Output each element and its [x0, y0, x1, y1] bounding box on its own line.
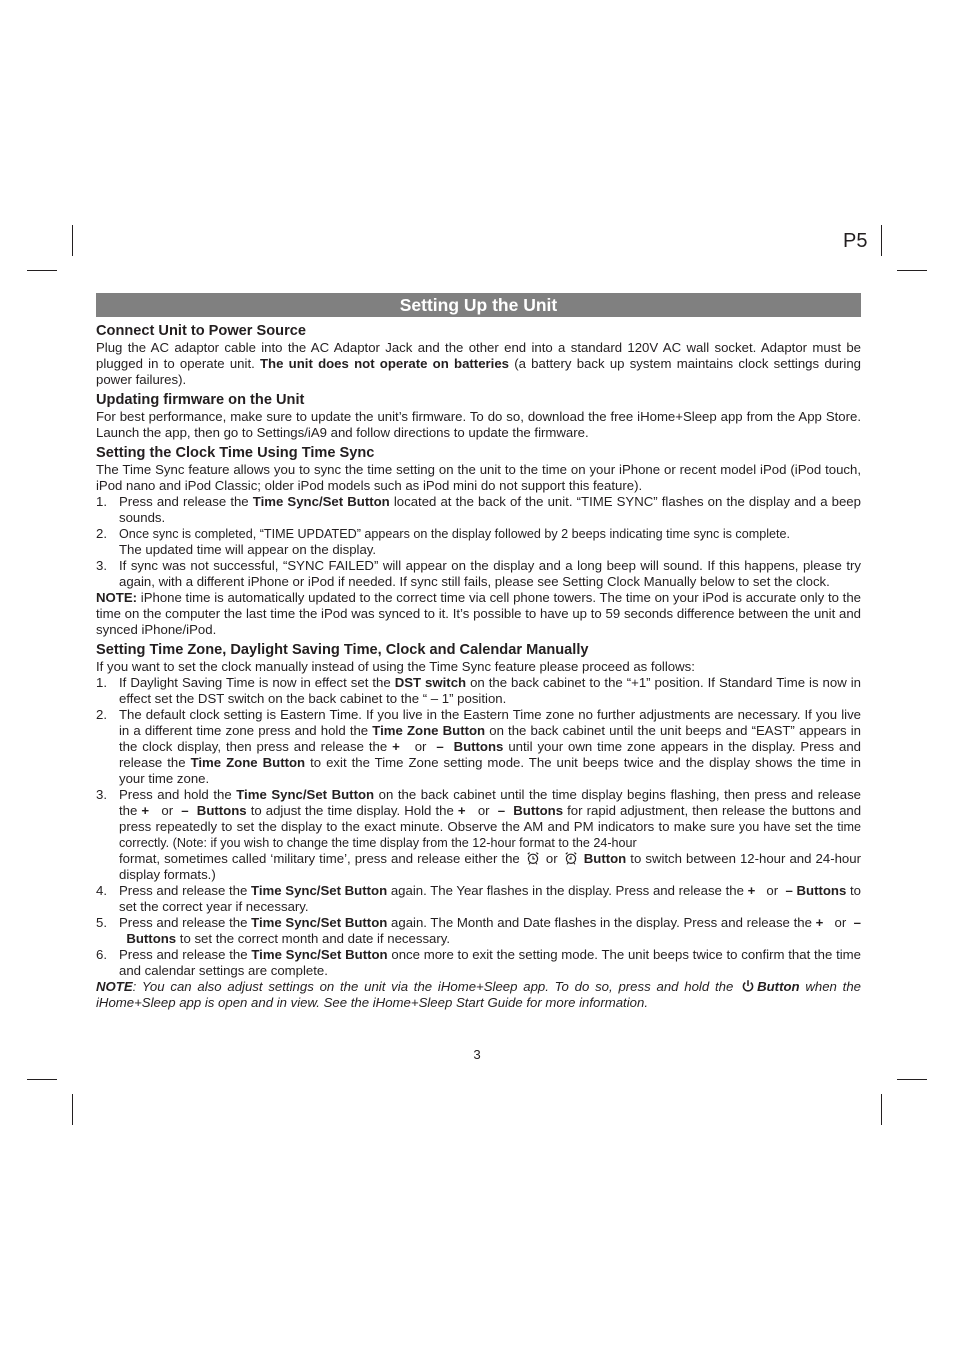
list-item [96, 787, 861, 883]
list-item [96, 915, 861, 947]
plus-symbol: + [141, 803, 150, 818]
manual-intro: If you want to set the clock manually instead of using the Time Sync feature please proceed as follows: [96, 659, 695, 674]
step-number: 2. [96, 526, 107, 541]
step-number: 1. [96, 494, 107, 509]
bold-text: Time Zone Button [190, 755, 306, 770]
list-item [96, 558, 861, 590]
step-number: 4. [96, 883, 107, 898]
plus-symbol: + [457, 803, 466, 818]
minus-symbol: – [497, 803, 506, 818]
list-item [96, 526, 861, 558]
bold-text: DST switch [394, 675, 467, 690]
text: to set the correct month and date if necessary. [176, 931, 451, 946]
note-label: NOTE: [96, 590, 138, 605]
bold-text: Buttons [513, 803, 564, 818]
plus-symbol: + [815, 915, 824, 930]
text: when the iHome+Sleep app is open and in view. See the iHome+Sleep Start Guide for more information. [96, 979, 861, 1010]
text: to exit the Time Zone setting mode. The unit beeps twice and the display shows the time in your time zone. [119, 755, 861, 786]
bold-text: Time Zone Button [372, 723, 486, 738]
page-title: Setting Up the Unit [96, 293, 861, 317]
text: or [477, 803, 490, 818]
alarm-clock-1-icon [526, 851, 540, 865]
text: Press and release the [119, 494, 253, 509]
text: or [545, 851, 558, 866]
step-number: 1. [96, 675, 107, 690]
text: Plug the AC adaptor cable into the AC Adaptor Jack and the other end into a standard 120V AC wall socket. Adaptor must be plugged in to operate unit. [96, 340, 861, 371]
timesync-steps [96, 494, 861, 590]
text: : You can also adjust settings on the unit via the iHome+Sleep app. To do so, press and hold the [132, 979, 740, 994]
text: Press and release the [119, 883, 252, 898]
text: again. The Year flashes in the display. Press and release the [387, 883, 748, 898]
alarm-clock-2-icon [564, 851, 578, 865]
minus-symbol: – [436, 739, 444, 754]
list-item [96, 947, 861, 979]
text: on the back cabinet to the “+1” position. If Standard Time is now in effect set the DST switch on the back cabinet to the “ – 1” position. [119, 675, 861, 706]
text: located at the back of the unit. “TIME SYNC” flashes on the display and a beep sounds. [119, 494, 861, 525]
firmware-heading: Updating firmware on the Unit [96, 392, 305, 408]
text: on the back cabinet until the unit beeps and “EAST” appears in the clock display, then press and release the [119, 723, 862, 754]
timesync-note [96, 590, 861, 638]
crop-mark [27, 1079, 57, 1080]
crop-mark [72, 1094, 73, 1125]
text: The default clock setting is Eastern Time. If you live in the Eastern Time zone no further adjustments are necessary. If you live in a different time zone press and hold the [119, 707, 861, 738]
bold-text: Buttons [126, 931, 177, 946]
crop-mark [897, 1079, 927, 1080]
crop-mark [27, 270, 57, 271]
page-number: 3 [473, 1047, 481, 1062]
text: until your own time zone appears in the display. Press and release the [119, 739, 861, 770]
text: sure you have set the time correctly. (Note: if you wish to change the time display from the 12-hour format to the 24-hour [119, 820, 861, 850]
bold-text: Time Sync/Set Button [236, 787, 375, 802]
text: If sync was not successful, “SYNC FAILED” will appear on the display and a long beep will sound. If this happens, please try again, with a different iPhone or iPod if needed. If sync still fails, please see Setting Clock Manually below to set the clock. [119, 558, 861, 589]
list-item [96, 707, 861, 787]
list-item [96, 675, 861, 707]
text: on the back cabinet until the time display begins flashing, then press and release the [119, 787, 861, 818]
bold-text: Buttons [453, 739, 504, 754]
list-item [96, 494, 861, 526]
text: to switch between 12-hour and 24-hour display formats.) [119, 851, 861, 882]
text: Press and hold the [119, 787, 237, 802]
timesync-section [96, 445, 861, 638]
text: iPhone time is automatically updated to the correct time via cell phone towers. The time on your iPod is accurate only to the time on the computer the last time the iPod was synced to it. It’s possible to have up to 59 seconds difference between the unit and synced iPhone/iPod. [96, 590, 861, 637]
manual-note [96, 979, 861, 1011]
bold-text: Button [757, 979, 800, 994]
power-paragraph [96, 340, 861, 388]
text: for rapid adjustment, then release the buttons and press repeatedly to set the display to the exact minute. Observe the AM and PM indicators to make [119, 803, 862, 834]
text: or [161, 803, 174, 818]
text: Press and release the [119, 947, 252, 962]
manual-steps [96, 675, 861, 979]
bold-text: Button [583, 851, 627, 866]
manual-section [96, 642, 861, 1011]
crop-mark [881, 1094, 882, 1125]
bold-text: The unit does not operate on batteries [260, 356, 509, 371]
text: again. The Month and Date flashes in the display. Press and release the [387, 915, 816, 930]
firmware-paragraph: For best performance, make sure to update the unit’s firmware. To do so, download the free iHome+Sleep app from the App Store. Launch the app, then go to Settings/iA9 and follow directions to update the firmware. [96, 409, 861, 440]
crop-mark [72, 225, 73, 256]
firmware-section [96, 392, 861, 441]
timesync-intro: The Time Sync feature allows you to sync the time setting on the unit to the time on your iPhone or recent model iPod (iPod touch, iPod nano and iPod Classic; older iPod models such as iPod mini do not support this feature). [96, 462, 861, 493]
minus-symbol: – [181, 803, 189, 818]
bold-text: Time Sync/Set Button [251, 883, 388, 898]
step-number: 5. [96, 915, 107, 930]
text: or [766, 883, 779, 898]
power-heading: Connect Unit to Power Source [96, 323, 307, 339]
bold-text: Buttons [796, 883, 847, 898]
step-number: 2. [96, 707, 107, 722]
page-code: P5 [843, 230, 868, 252]
plus-symbol: + [747, 883, 756, 898]
text: or [414, 739, 427, 754]
minus-symbol: – [853, 915, 861, 930]
document-body [96, 323, 861, 1011]
step-number: 6. [96, 947, 107, 962]
bold-text: Time Sync/Set Button [252, 494, 390, 509]
timesync-heading: Setting the Clock Time Using Time Sync [96, 445, 375, 461]
text: Once sync is completed, “TIME UPDATED” appears on the display followed by 2 beeps indicating time sync is complete. [119, 527, 791, 541]
crop-mark [881, 225, 882, 256]
step-number: 3. [96, 787, 107, 802]
manual-heading: Setting Time Zone, Daylight Saving Time, Clock and Calendar Manually [96, 642, 589, 658]
power-section [96, 323, 861, 388]
minus-symbol: – [785, 883, 793, 898]
list-item [96, 883, 861, 915]
text: (a battery back up system maintains clock settings during power failures). [96, 356, 861, 387]
bold-text: Buttons [196, 803, 247, 818]
text: The updated time will appear on the display. [119, 542, 377, 557]
bold-text: Time Sync/Set Button [251, 947, 388, 962]
text: once more to exit the setting mode. The unit beeps twice to confirm that the time and calendar settings are complete. [119, 947, 861, 978]
text: to set the correct year if necessary. [119, 883, 861, 914]
power-icon [741, 979, 755, 993]
text: or [834, 915, 847, 930]
text: format, sometimes called ‘military time’, press and release either the [119, 851, 524, 866]
text: If Daylight Saving Time is now in effect set the [119, 675, 395, 690]
crop-mark [897, 270, 927, 271]
note-label: NOTE [96, 979, 133, 994]
text: to adjust the time display. Hold the [246, 803, 458, 818]
bold-text: Time Sync/Set Button [251, 915, 388, 930]
text: Press and release the [119, 915, 252, 930]
step-number: 3. [96, 558, 107, 573]
plus-symbol: + [392, 739, 400, 754]
